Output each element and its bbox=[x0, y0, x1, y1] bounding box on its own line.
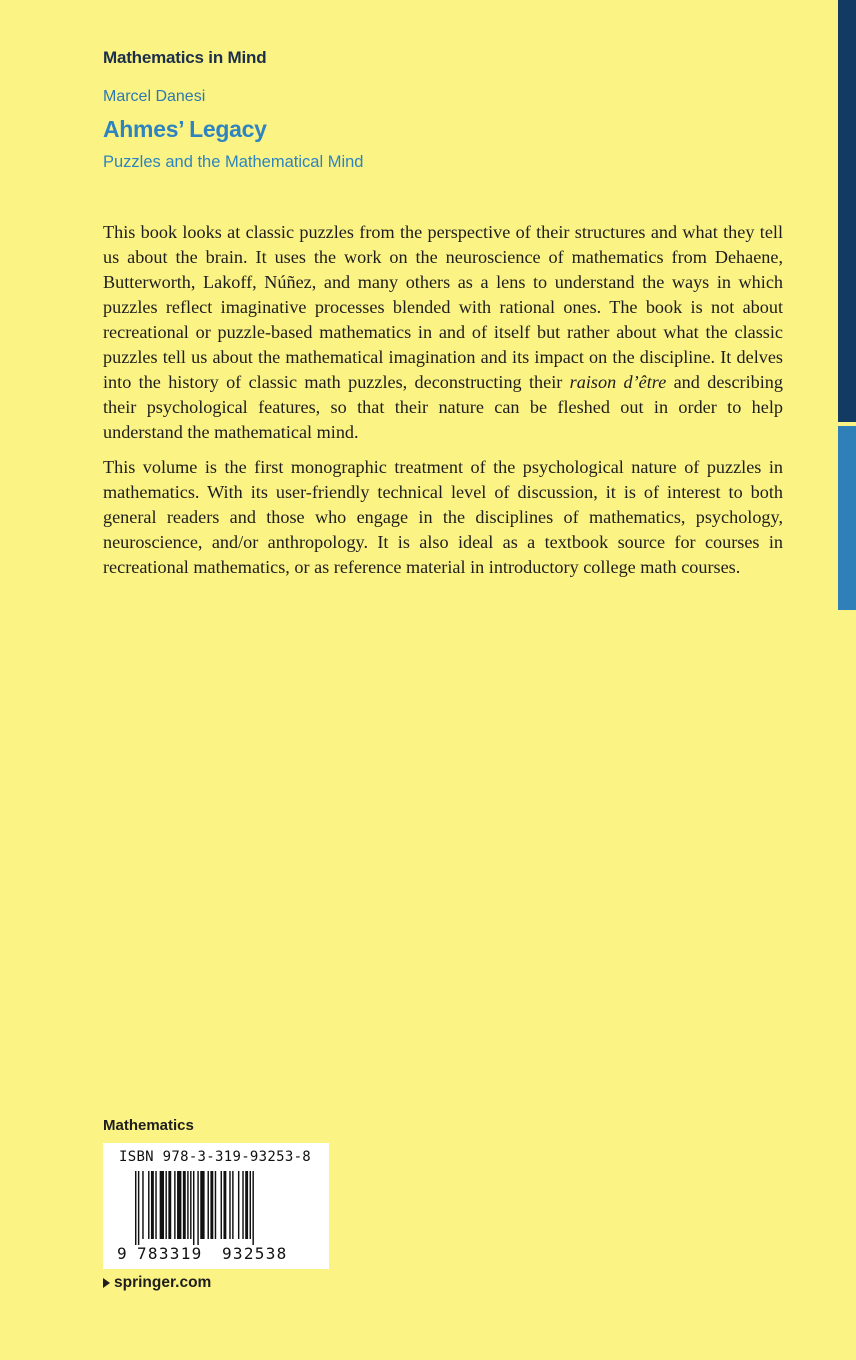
blurb-paragraph-2: This volume is the first monographic treatment of the psychological nature of puzzles in mathematics. With its user-friendly technical level of discussion, it is of interest to both general readers and those who engage in the disciplines of mathematics, psychology, neuroscience, and/or anthropology. It is also ideal as a textbook source for courses in recreational mathematics, or as reference material in introductory college math courses. bbox=[103, 457, 783, 577]
barcode-bar bbox=[229, 1171, 230, 1239]
blurb-p1-text-a: This book looks at classic puzzles from the perspective of their structures and what they tell us about the brain. It uses the work on the neuroscience of mathematics from Dehaene, Butterworth, Lakoff, Núñez, and many others as a lens to understand the ways in which puzzles reflect imaginative processes blended with rational ones. The book is not about recreational or puzzle-based mathematics in and of itself but rather about what the classic puzzles tell us about the mathematical imagination and its impact on the discipline. It delves into the history of classic math puzzles, deconstructing their bbox=[103, 222, 783, 392]
barcode-bar bbox=[138, 1171, 139, 1245]
subject-category: Mathematics bbox=[103, 1117, 194, 1134]
barcode-bar bbox=[242, 1171, 243, 1239]
barcode-bar bbox=[168, 1171, 171, 1239]
barcode-bar bbox=[210, 1171, 213, 1239]
barcode-bar bbox=[160, 1171, 164, 1239]
barcode-bar bbox=[223, 1171, 226, 1239]
barcode-bar bbox=[221, 1171, 222, 1239]
book-title: Ahmes’ Legacy bbox=[103, 116, 267, 142]
barcode-bar bbox=[232, 1171, 233, 1239]
barcode-bar bbox=[177, 1171, 181, 1239]
barcode-bar bbox=[252, 1171, 253, 1245]
spine-band-dark bbox=[838, 0, 856, 422]
series-title: Mathematics in Mind bbox=[103, 48, 267, 67]
barcode-bar bbox=[155, 1171, 156, 1239]
barcode-bar bbox=[250, 1171, 251, 1239]
blurb-p1-italic: raison d’être bbox=[569, 372, 667, 392]
barcode-bar bbox=[238, 1171, 239, 1239]
blurb bbox=[103, 220, 783, 590]
barcode-bar bbox=[200, 1171, 204, 1239]
barcode-left-digits: 783319 bbox=[137, 1244, 203, 1263]
publisher-link[interactable] bbox=[103, 1274, 211, 1292]
barcode-bar bbox=[142, 1171, 143, 1239]
blurb-paragraph-1 bbox=[103, 220, 783, 445]
barcode-bar bbox=[215, 1171, 216, 1239]
isbn-barcode bbox=[103, 1143, 329, 1269]
blurb-p1-text-b: and describing their psychological features, so that their nature can be fleshed out in order to help understand the mathematical mind. bbox=[103, 372, 783, 442]
isbn-label: ISBN 978-3-319-93253-8 bbox=[119, 1149, 312, 1165]
author-name: Marcel Danesi bbox=[103, 88, 206, 105]
barcode-bar bbox=[165, 1171, 166, 1239]
barcode-bar bbox=[148, 1171, 149, 1239]
barcode-bar bbox=[174, 1171, 175, 1239]
barcode-bar bbox=[197, 1171, 198, 1245]
book-subtitle: Puzzles and the Mathematical Mind bbox=[103, 153, 364, 171]
barcode-bar bbox=[187, 1171, 188, 1239]
barcode-right-digits: 932538 bbox=[222, 1244, 288, 1263]
barcode-bar bbox=[135, 1171, 136, 1245]
barcode-bar bbox=[183, 1171, 186, 1239]
barcode-bar bbox=[245, 1171, 248, 1239]
spine-band-light bbox=[838, 426, 856, 610]
barcode-bar bbox=[190, 1171, 191, 1239]
arrow-right-icon bbox=[103, 1278, 110, 1288]
barcode-bar bbox=[151, 1171, 154, 1239]
publisher-label: springer.com bbox=[114, 1274, 212, 1291]
barcode-first-digit: 9 bbox=[117, 1244, 127, 1263]
barcode-bar bbox=[208, 1171, 209, 1239]
barcode-bar bbox=[193, 1171, 194, 1245]
